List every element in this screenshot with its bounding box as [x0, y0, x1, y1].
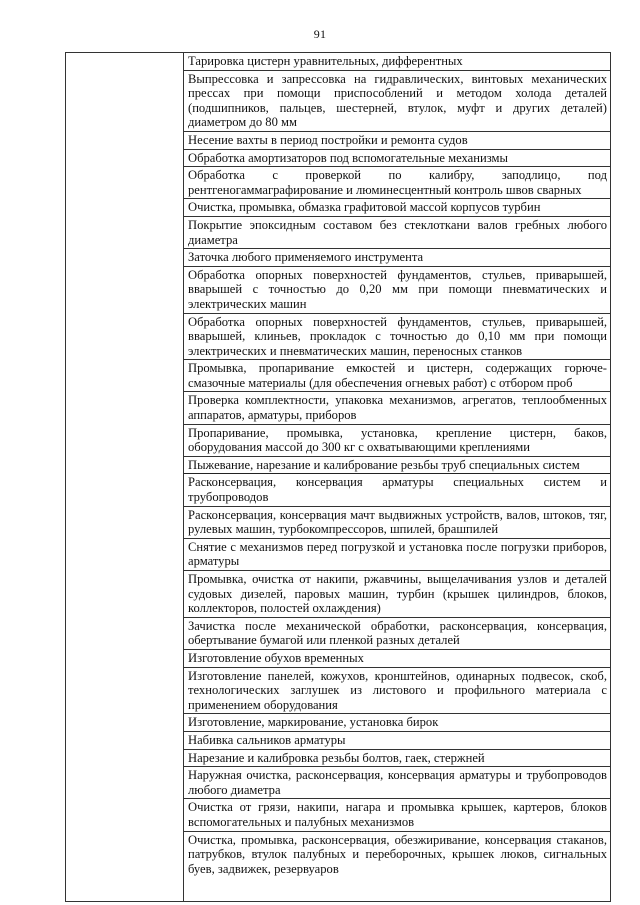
work-item: Промывка, пропаривание емкостей и цистерн, содержащих горюче-смазочные материалы (для обеспечения огневых работ) с отбором проб: [184, 360, 610, 392]
work-item: Обработка опорных поверхностей фундаментов, стульев, приварышей, вварышей с точностью до 0,20 мм при помощи пневматических и электрических машин: [184, 267, 610, 314]
work-item: Заточка любого применяемого инструмента: [184, 249, 610, 267]
page-number: 91: [313, 27, 327, 41]
work-item: Очистка, промывка, обмазка графитовой массой корпусов турбин: [184, 199, 610, 217]
table-row: [66, 53, 611, 902]
work-item: Обработка с проверкой по калибру, заподлицо, под рентгеногаммаграфирование и люминесцентный контроль швов сварных: [184, 167, 610, 199]
work-item: Зачистка после механической обработки, расконсервация, консервация, обертывание бумагой или пленкой разных деталей: [184, 618, 610, 650]
work-item: Несение вахты в период постройки и ремонта судов: [184, 132, 610, 150]
work-item: Расконсервация, консервация мачт выдвижных устройств, валов, штоков, тяг, рулевых машин, турбокомпрессоров, шпилей, брашпилей: [184, 507, 610, 539]
work-item: Покрытие эпоксидным составом без стеклоткани валов гребных любого диаметра: [184, 217, 610, 249]
work-item: Изготовление панелей, кожухов, кронштейнов, одинарных подвесок, скоб, технологических заглушек из листового и профильного материала с применением оборудования: [184, 668, 610, 715]
document-table: [65, 52, 611, 902]
work-item: Расконсервация, консервация арматуры специальных систем и трубопроводов: [184, 474, 610, 506]
empty-left-column: [66, 53, 184, 902]
work-item: Выпрессовка и запрессовка на гидравлических, винтовых механических прессах при помощи приспособлений и методом холода деталей (подшипников, пальцев, шестерней, втулок, муфт и других деталей) диаметром до 80 мм: [184, 71, 610, 132]
work-item: Пропаривание, промывка, установка, крепление цистерн, баков, оборудования массой до 300 кг с охватывающими креплениями: [184, 425, 610, 457]
work-item: Обработка опорных поверхностей фундаментов, стульев, приварышей, вварышей, клиньев, прокладок с точностью до 0,10 мм при помощи электрических и пневматических машин, переносных станков: [184, 314, 610, 361]
work-item: Изготовление, маркирование, установка бирок: [184, 714, 610, 732]
work-item: Снятие с механизмов перед погрузкой и установка после погрузки приборов, арматуры: [184, 539, 610, 571]
work-item: Изготовление обухов временных: [184, 650, 610, 668]
work-item: Обработка амортизаторов под вспомогательные механизмы: [184, 150, 610, 168]
work-item: Набивка сальников арматуры: [184, 732, 610, 750]
work-item: Промывка, очистка от накипи, ржавчины, выщелачивания узлов и деталей судовых дизелей, паровых машин, турбин (крышек цилиндров, блоков, коллекторов, полостей охлаждения): [184, 571, 610, 618]
work-item: Очистка от грязи, накипи, нагара и промывка крышек, картеров, блоков вспомогательных и палубных механизмов: [184, 799, 610, 831]
work-item: Проверка комплектности, упаковка механизмов, агрегатов, теплообменных аппаратов, арматуры, приборов: [184, 392, 610, 424]
work-items-column: [184, 53, 611, 902]
work-item: Наружная очистка, расконсервация, консервация арматуры и трубопроводов любого диаметра: [184, 767, 610, 799]
work-item: Пыжевание, нарезание и калибрование резьбы труб специальных систем: [184, 457, 610, 475]
work-item: Тарировка цистерн уравнительных, дифферентных: [184, 53, 610, 71]
work-item: Очистка, промывка, расконсервация, обезжиривание, консервация стаканов, патрубков, втулок палубных и переборочных, крышек люков, сигнальных буев, задвижек, резервуаров: [188, 832, 607, 876]
work-item: Нарезание и калибровка резьбы болтов, гаек, стержней: [184, 750, 610, 768]
